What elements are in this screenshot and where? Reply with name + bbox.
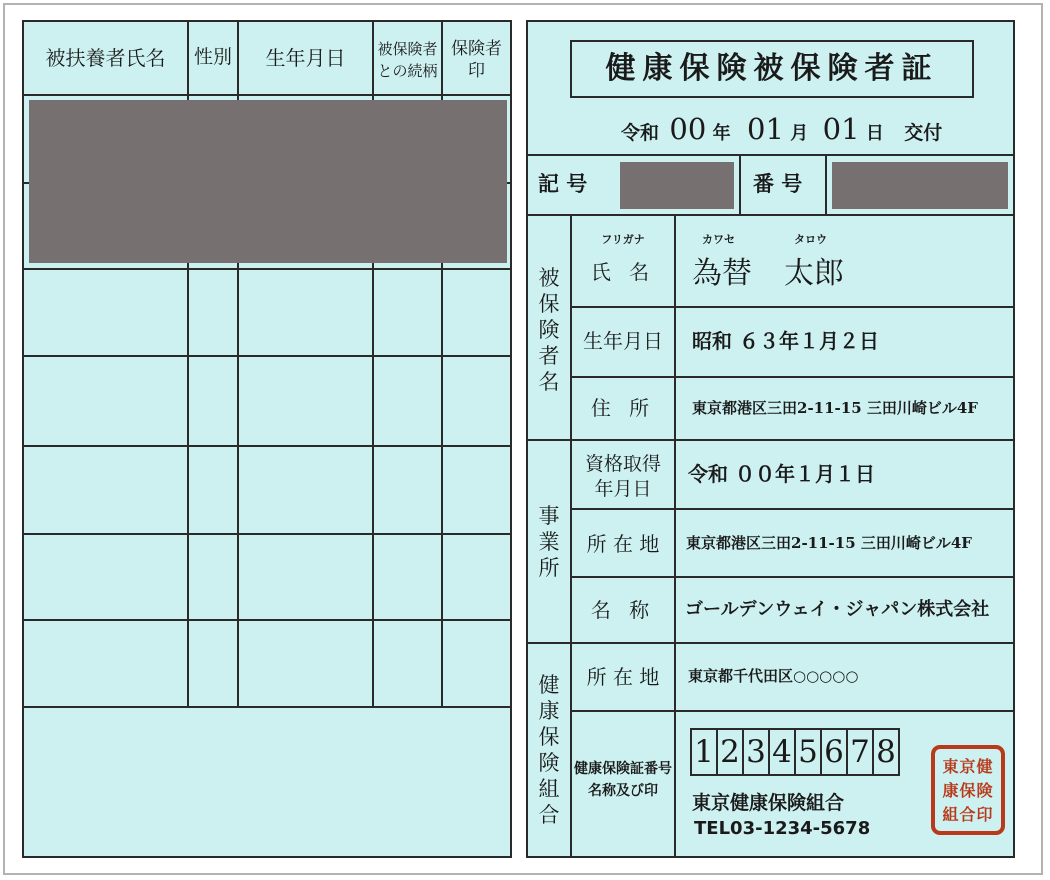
redacted-kigo [620, 162, 734, 209]
header-relation-line2: との続柄 [377, 62, 438, 80]
insured-section-label: 被 保 険 者 名 [538, 266, 560, 394]
office-name-value: ゴールデンウェイ・ジャパン株式会社 [685, 599, 990, 620]
office-location-label: 所 在 地 [586, 532, 660, 556]
issue-month: 01 [747, 112, 784, 146]
birth-label: 生年月日 [583, 329, 663, 353]
qual-label-line1: 資格取得 [584, 453, 661, 475]
insurer-number-boxes [690, 728, 900, 776]
header-sex: 性別 [193, 46, 232, 68]
header-seal-line1: 保険者 [451, 39, 502, 59]
kigo-label: 記 号 [538, 172, 588, 196]
office-location-value: 東京都港区三田2-11-15 三田川崎ビル4F [686, 534, 972, 552]
qualification-value: 令和 ００年１月１日 [688, 462, 875, 486]
issue-suffix: 交付 [904, 122, 943, 144]
address-value: 東京都港区三田2-11-15 三田川崎ビル4F [692, 399, 978, 417]
header-seal-line2: 印 [468, 61, 485, 81]
issue-year-unit: 年 [712, 123, 731, 144]
issue-era: 令和 [621, 122, 660, 144]
redacted-dependents [29, 100, 507, 263]
office-section-label: 事 業 所 [538, 504, 560, 580]
header-relation-line1: 被保険者 [377, 40, 438, 58]
union-number-label [572, 758, 674, 802]
union-tel: TEL03-1234-5678 [694, 818, 871, 839]
union-name: 東京健康保険組合 [692, 792, 845, 814]
furigana-given: タロウ [794, 233, 827, 246]
union-number-label-line2: 名称及び印 [588, 783, 658, 799]
dependents-panel [22, 20, 512, 858]
digit-box: 1 [692, 730, 718, 774]
header-dependent-name: 被扶養者氏名 [45, 46, 166, 70]
issue-day-unit: 日 [865, 123, 884, 144]
issue-year: 00 [669, 112, 707, 146]
qual-label-line2: 年月日 [594, 478, 652, 500]
union-seal-stamp: 東京健 康保険 組合印 [931, 745, 1005, 835]
union-location-value: 東京都千代田区○○○○○ [688, 667, 859, 685]
header-birthdate: 生年月日 [265, 46, 346, 70]
digit-box: 2 [718, 730, 744, 774]
card-title: 健康保険被保険者証 [605, 51, 939, 86]
digit-box: 4 [770, 730, 796, 774]
address-label: 住 所 [590, 396, 656, 420]
union-section-label: 健 康 保 険 組 合 [538, 673, 560, 827]
qualification-label [572, 452, 674, 502]
digit-box: 8 [876, 734, 896, 770]
insured-name-family: 為替 [692, 256, 752, 291]
name-label: 氏 名 [590, 260, 656, 284]
redacted-bango [832, 162, 1008, 209]
issue-day: 01 [822, 112, 860, 146]
digit-box: 7 [848, 730, 874, 774]
header-insurer-seal [443, 38, 510, 82]
issue-month-unit: 月 [790, 123, 809, 144]
digit-box: 5 [796, 730, 822, 774]
insurance-card-panel [526, 20, 1015, 858]
office-name-label: 名 称 [590, 598, 656, 622]
union-location-label: 所 在 地 [586, 665, 660, 689]
insured-name-given: 太郎 [784, 256, 844, 291]
digit-box: 6 [822, 730, 848, 774]
furigana-family: カワセ [702, 233, 735, 246]
digit-box: 3 [744, 730, 770, 774]
bango-label: 番 号 [753, 172, 803, 196]
issue-date [621, 112, 943, 146]
union-number-label-line1: 健康保険証番号 [574, 761, 672, 777]
birth-value: 昭和 ６３年１月２日 [692, 329, 879, 353]
header-relation [374, 38, 441, 82]
furigana-label: フリガナ [601, 233, 645, 246]
